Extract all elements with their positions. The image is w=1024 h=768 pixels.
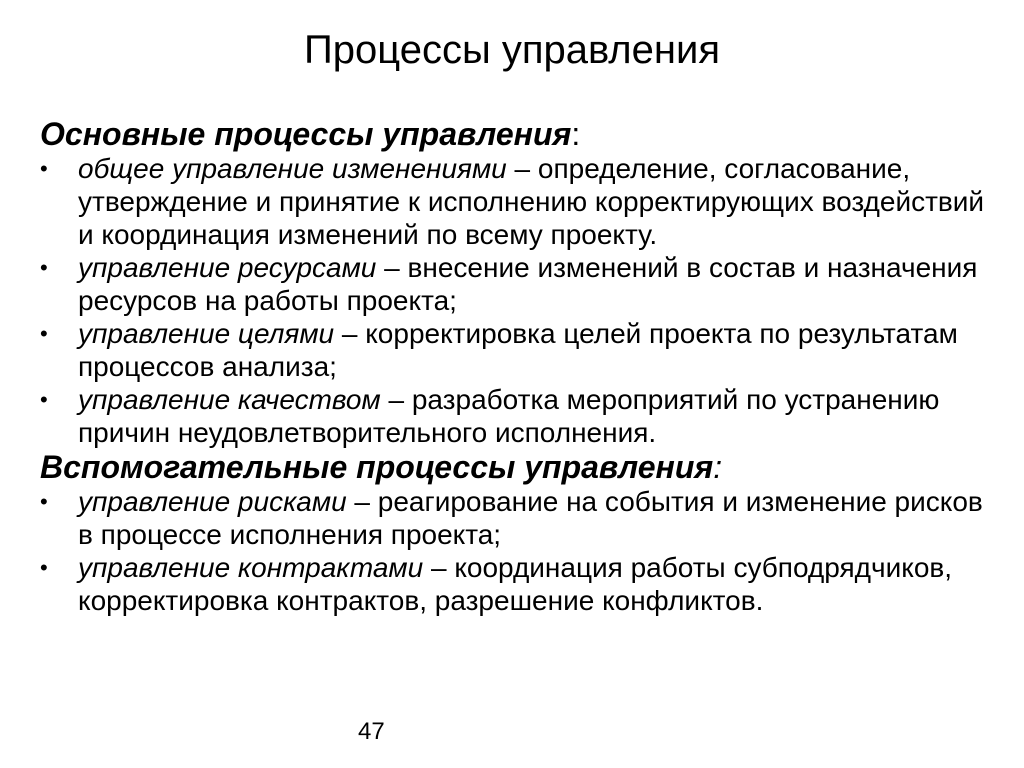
bullet-icon: • [40, 255, 48, 280]
item-term: общее управление изменениями [78, 153, 507, 184]
section-heading-auxiliary-colon: : [713, 449, 723, 485]
section-heading-main-text: Основные процессы управления [40, 116, 572, 152]
bullet-icon: • [40, 489, 48, 514]
list-item [40, 485, 990, 551]
section-heading-main-colon: : [571, 116, 581, 152]
item-description: – определение, согласование, утверждение и принятие к исполнению корректирующих воздействий и координация изменений по всему проекту. [78, 153, 985, 250]
section-heading-auxiliary-text: Вспомогательные процессы управления [40, 449, 714, 485]
section-heading-main [40, 116, 990, 152]
slide-title: Процессы управления [304, 28, 720, 72]
list-item [40, 251, 990, 317]
item-term: управление качеством [78, 384, 381, 415]
page-number: 47 [358, 718, 385, 745]
bullet-icon: • [40, 387, 48, 412]
bullet-icon: • [40, 321, 48, 346]
item-term: управление ресурсами [78, 252, 377, 283]
item-description: – реагирование на события и изменение рисков в процессе исполнения проекта; [78, 486, 983, 550]
list-item [40, 152, 990, 251]
list-item [40, 551, 990, 617]
item-term: управление рисками [78, 486, 347, 517]
item-description: – координация работы субподрядчиков, корректировка контрактов, разрешение конфликтов. [78, 552, 953, 616]
auxiliary-processes-list [40, 485, 990, 617]
section-heading-auxiliary [40, 449, 990, 485]
list-item [40, 383, 990, 449]
slide-content [40, 116, 990, 617]
item-description: – разработка мероприятий по устранению причин неудовлетворительного исполнения. [78, 384, 940, 448]
bullet-icon: • [40, 156, 48, 181]
item-term: управление контрактами [78, 552, 424, 583]
item-description: – корректировка целей проекта по результатам процессов анализа; [78, 318, 958, 382]
list-item [40, 317, 990, 383]
item-term: управление целями [78, 318, 335, 349]
bullet-icon: • [40, 555, 48, 580]
main-processes-list [40, 152, 990, 449]
item-description: – внесение изменений в состав и назначения ресурсов на работы проекта; [78, 252, 978, 316]
